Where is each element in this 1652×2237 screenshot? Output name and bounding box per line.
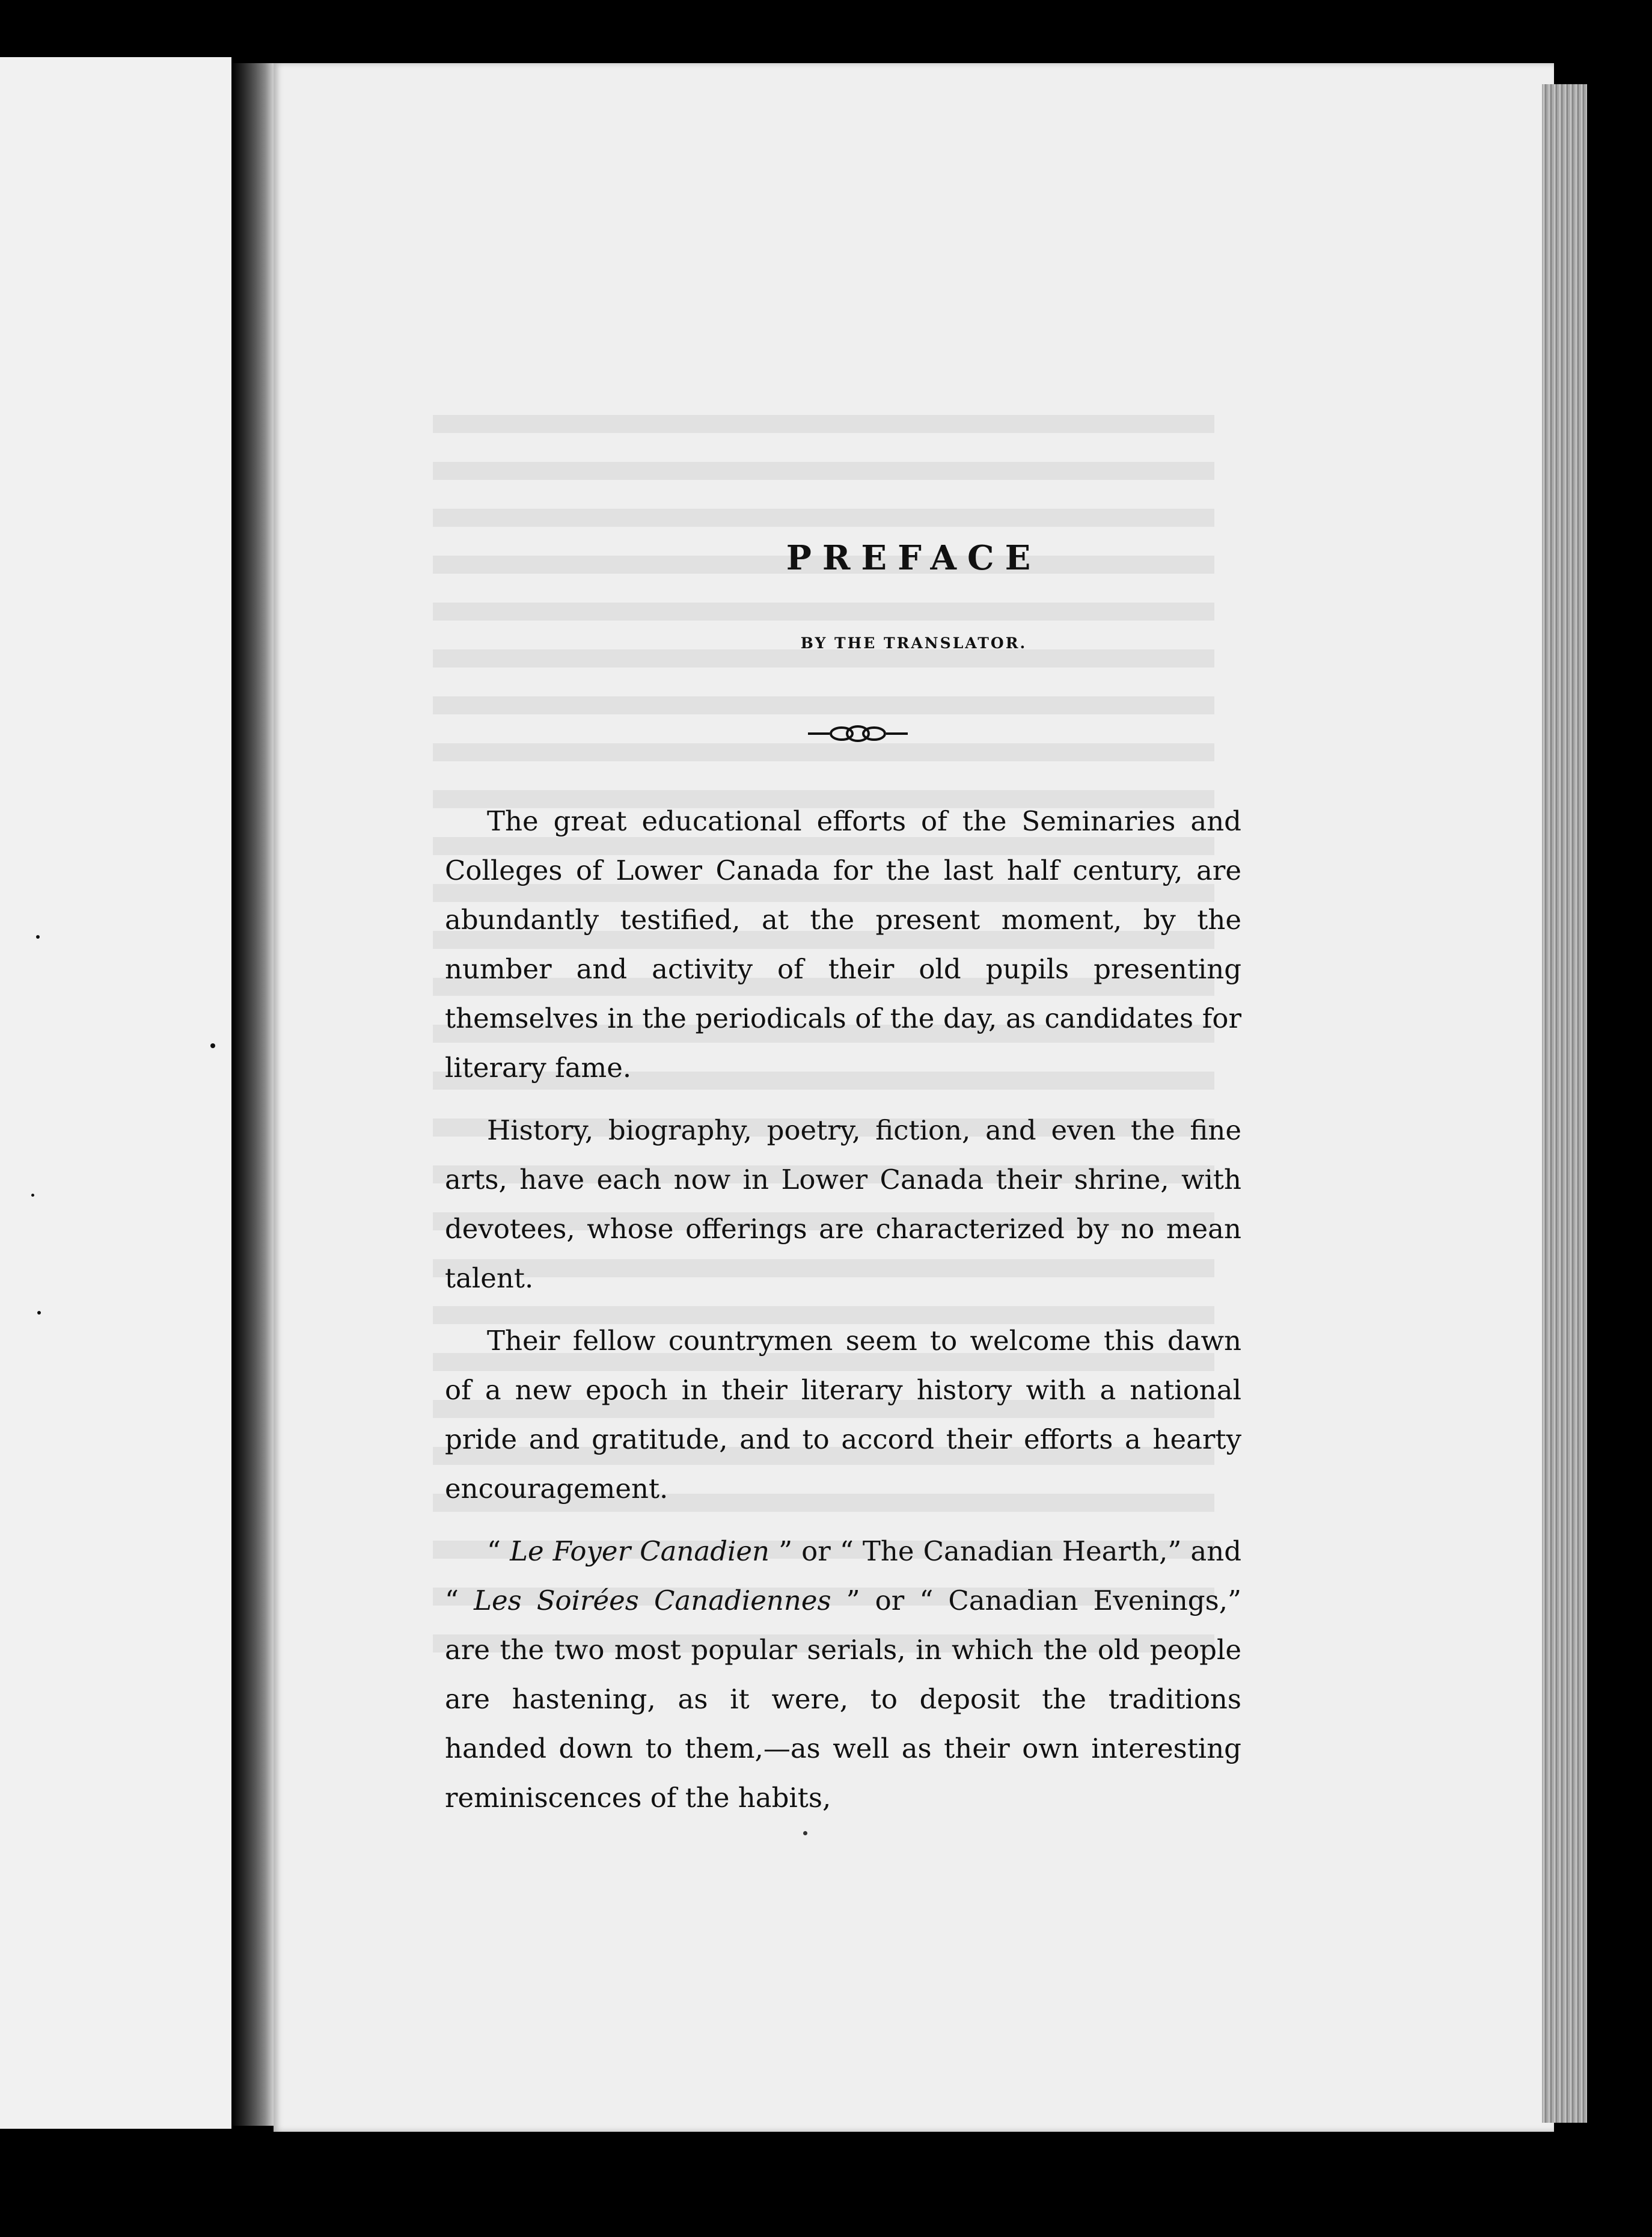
preface-body: [445, 797, 1241, 1836]
italic-title: Les Soirées Canadiennes: [474, 1585, 831, 1616]
text-span: “: [487, 1535, 510, 1567]
left-page: [0, 57, 231, 2129]
page-subtitle: BY THE TRANSLATOR.: [800, 634, 1027, 652]
ink-speck: [37, 1311, 41, 1315]
ink-speck: [210, 1043, 215, 1048]
page-edges: [1542, 84, 1587, 2123]
text-span: ” or “ The Canadian Hearth,” and “: [445, 1535, 1242, 1616]
ornament-divider: [807, 722, 909, 746]
ink-speck: [31, 1194, 34, 1197]
italic-title: Le Foyer Canadien: [510, 1535, 770, 1567]
text-span: ” or “ Canadian Evenings,” are the two most popular serials, in which the old people are hastening, as it were, to deposit the traditions handed down to them,—as well as their own interesting reminiscences of the habits,: [445, 1585, 1242, 1814]
page-title: PREFACE: [786, 538, 1042, 578]
paragraph: [445, 1527, 1241, 1823]
paragraph: The great educational efforts of the Seminaries and Colleges of Lower Canada for the last half century, are abundantly testified, at the present moment, by the number and activity of their old pupils presenting themselves in the periodicals of the day, as candidates for literary fame.: [445, 805, 1241, 1084]
ink-speck: [803, 1831, 807, 1835]
book-gutter: [231, 63, 274, 2126]
ink-speck: [36, 935, 40, 939]
paragraph: History, biography, poetry, fiction, and even the fine arts, have each now in Lower Canada their shrine, with devotees, whose offerings are characterized by no mean talent.: [445, 1114, 1241, 1294]
paragraph: Their fellow countrymen seem to welcome this dawn of a new epoch in their literary history with a national pride and gratitude, and to accord their efforts a hearty encouragement.: [445, 1325, 1241, 1505]
